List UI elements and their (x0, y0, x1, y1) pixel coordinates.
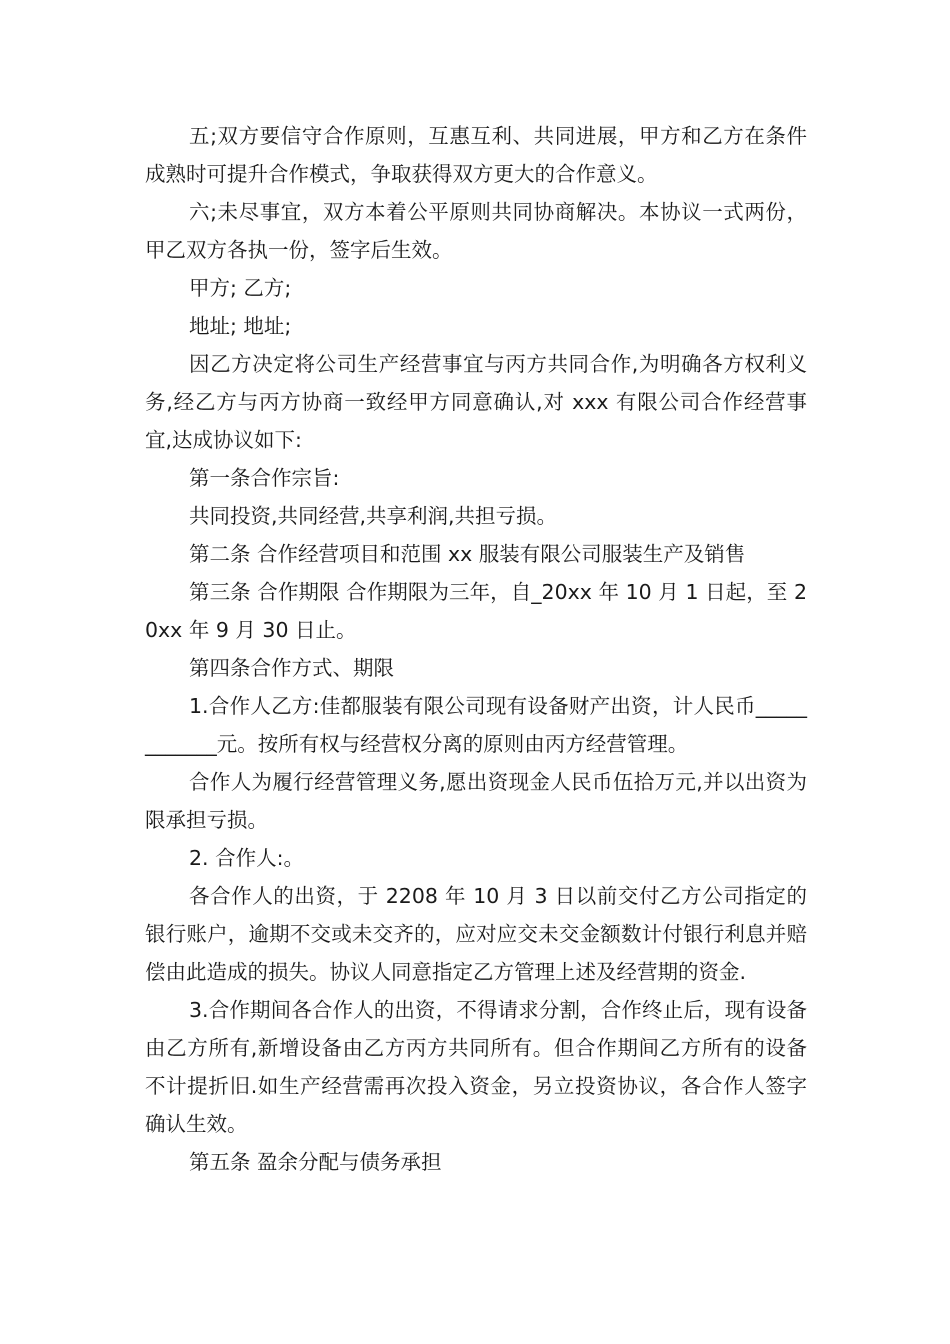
article-three-paragraph: 第三条 合作期限 合作期限为三年，自_20xx 年 10 月 1 日起，至 20xx 年 9 月 30 日止。 (145, 580, 807, 642)
clause-five-paragraph: 五;双方要信守合作原则，互惠互利、共同进展，甲方和乙方在条件成熟时可提升合作模式，争取获得双方更大的合作意义。 (145, 124, 807, 186)
agreement-preamble-paragraph: 因乙方决定将公司生产经营事宜与丙方共同合作,为明确各方权利义务,经乙方与丙方协商一致经甲方同意确认,对 xxx 有限公司合作经营事宜,达成协议如下: (145, 352, 807, 452)
article-four-item-three: 3.合作期间各合作人的出资，不得请求分割，合作终止后，现有设备由乙方所有,新增设备由乙方丙方共同所有。但合作期间乙方所有的设备不计提折旧.如生产经营需再次投入资金，另立投资协议，各合作人签字确认生效。 (145, 998, 807, 1136)
article-five-heading: 第五条 盈余分配与债务承担 (189, 1150, 442, 1174)
article-one-text: 共同投资,共同经营,共享利润,共担亏损。 (189, 504, 558, 528)
article-four-heading: 第四条合作方式、期限 (189, 656, 394, 680)
party-signature-line: 甲方; 乙方; (189, 276, 292, 300)
article-four-item-two: 2. 合作人:。 (189, 846, 304, 870)
capital-contribution-paragraph: 各合作人的出资，于 2208 年 10 月 3 日以前交付乙方公司指定的银行账户，逾期不交或未交齐的，应对应交未交金额数计付银行利息并赔偿由此造成的损失。协议人同意指定乙方管理上述及经营期的资金. (145, 884, 807, 984)
clause-six-paragraph: 六;未尽事宜，双方本着公平原则共同协商解决。本协议一式两份，甲乙双方各执一份，签字后生效。 (145, 200, 807, 262)
document-body (145, 117, 807, 1181)
article-four-item-one: 1.合作人乙方:佳都服装有限公司现有设备财产出资，计人民币____________元。按所有权与经营权分离的原则由丙方经营管理。 (145, 694, 807, 756)
article-four-management-paragraph: 合作人为履行经营管理义务,愿出资现金人民币伍拾万元,并以出资为限承担亏损。 (145, 770, 807, 832)
article-two-paragraph: 第二条 合作经营项目和范围 xx 服装有限公司服装生产及销售 (189, 542, 746, 566)
party-address-line: 地址; 地址; (189, 314, 292, 338)
article-one-heading: 第一条合作宗旨: (189, 466, 340, 490)
